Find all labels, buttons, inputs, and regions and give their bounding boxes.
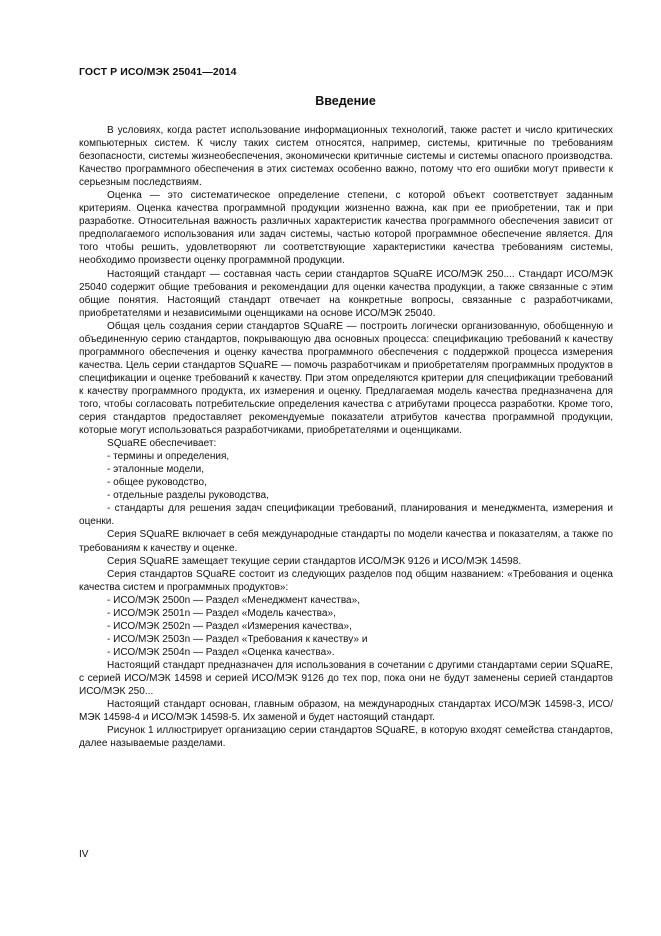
list-item: - общее руководство,: [107, 477, 207, 489]
list-item: - стандарты для решения задач спецификации требований, планирования и менеджмента, измерения и оценки.: [79, 503, 613, 528]
paragraph: Настоящий стандарт основан, главным образом, на международных стандартах ИСО/МЭК 14598-3, ИСО/МЭК 14598-4 и ИСО/МЭК 14598-5. Их заменой и будет настоящий стандарт.: [79, 699, 613, 724]
paragraph: Оценка — это систематическое определение степени, с которой объект соответствует заданным критериям. Оценка качества программной продукции жизненно важна, как при ее приобретении, так и при разработке. Относительная важность различных характеристик качества программного обеспечения зависит от предполагаемого использования или задач системы, частью которой программное обеспечение является. Для того чтобы решить, удовлетворяют ли соответствующие характеристики качества требованиям системы, необходимо произвести оценку программной продукции.: [79, 190, 613, 267]
list-item: - ИСО/МЭК 2501n — Раздел «Модель качества»,: [107, 607, 336, 619]
page-number: IV: [79, 849, 89, 860]
list-item: - эталонные модели,: [107, 464, 205, 476]
list-item: - термины и определения,: [107, 451, 230, 463]
paragraph: Настоящий стандарт — составная часть серии стандартов SQuaRE ИСО/МЭК 250.... Стандарт ИСО/МЭК 25040 содержит общие требования и рекомендации для оценки качества продукции, а также связанные с этим общие понятия. Настоящий стандарт отвечает на конкретные вопросы, связанные с разработчиками, приобретателями и независимыми оценщиками на основе ИСО/МЭК 25040.: [79, 268, 613, 319]
list-item: - ИСО/МЭК 2503n — Раздел «Требования к качеству» и: [107, 633, 368, 645]
list-item: - ИСО/МЭК 2500n — Раздел «Менеджмент качества»,: [107, 594, 361, 606]
paragraph: Серия SQuaRE включает в себя международные стандарты по модели качества и показателям, а также по требованиям к качеству и оценке.: [79, 529, 613, 554]
document-header: ГОСТ Р ИСО/МЭК 25041—2014: [79, 66, 237, 78]
paragraph: Настоящий стандарт предназначен для использования в сочетании с другими стандартами серии SQuaRE, с серией ИСО/МЭК 14598 и серией ИСО/МЭК 9126 до тех пор, пока они не будут заменены серией стандартов ИСО/МЭК 250...: [79, 659, 613, 698]
paragraph: SQuaRE обеспечивает:: [107, 438, 217, 450]
list-item: - ИСО/МЭК 2502n — Раздел «Измерения качества»,: [107, 620, 352, 632]
paragraph: Общая цель создания серии стандартов SQuaRE — построить логически организованную, обобщенную и объединенную серию стандартов, покрывающую два основных процесса: спецификацию требований к качеству программного обеспечения и оценку качества программного обеспечения с поддержкой процесса измерения качества. Цель серии стандартов SQuaRE — помочь разработчикам и приобретателям программных продуктов в спецификации и оценке требований к качеству. При этом определяются критерии для спецификации требований к качеству программного продукта, их измерения и оценку. Предлагаемая модель качества предназначена для того, чтобы согласовать потребительские определения качества с атрибутами процесса разработки. Кроме того, серия стандартов предоставляет рекомендуемые показатели атрибутов качества программной продукции, которые могут использоваться разработчиками, приобретателями и оценщиками.: [79, 320, 613, 437]
list-item: - ИСО/МЭК 2504n — Раздел «Оценка качества».: [107, 646, 335, 658]
section-title: Введение: [315, 94, 376, 108]
paragraph: Рисунок 1 иллюстрирует организацию серии стандартов SQuaRE, в которую входят семейства стандартов, далее называемые разделами.: [79, 725, 613, 750]
body-text: [79, 124, 613, 750]
list-item: - отдельные разделы руководства,: [107, 490, 269, 502]
paragraph: В условиях, когда растет использование информационных технологий, также растет и число критических компьютерных систем. К числу таких систем относятся, например, системы, критичные по требованиям безопасности, системы жизнеобеспечения, экономически критичные системы и системы опасного производства. Качество программного обеспечения в этих системах особенно важно, потому что его ошибки могут привести к серьезным последствиям.: [79, 125, 613, 189]
paragraph: Серия SQuaRE замещает текущие серии стандартов ИСО/МЭК 9126 и ИСО/МЭК 14598.: [107, 555, 522, 567]
paragraph: Серия стандартов SQuaRE состоит из следующих разделов под общим названием: «Требования и оценка качества систем и программных продуктов»:: [79, 568, 613, 593]
